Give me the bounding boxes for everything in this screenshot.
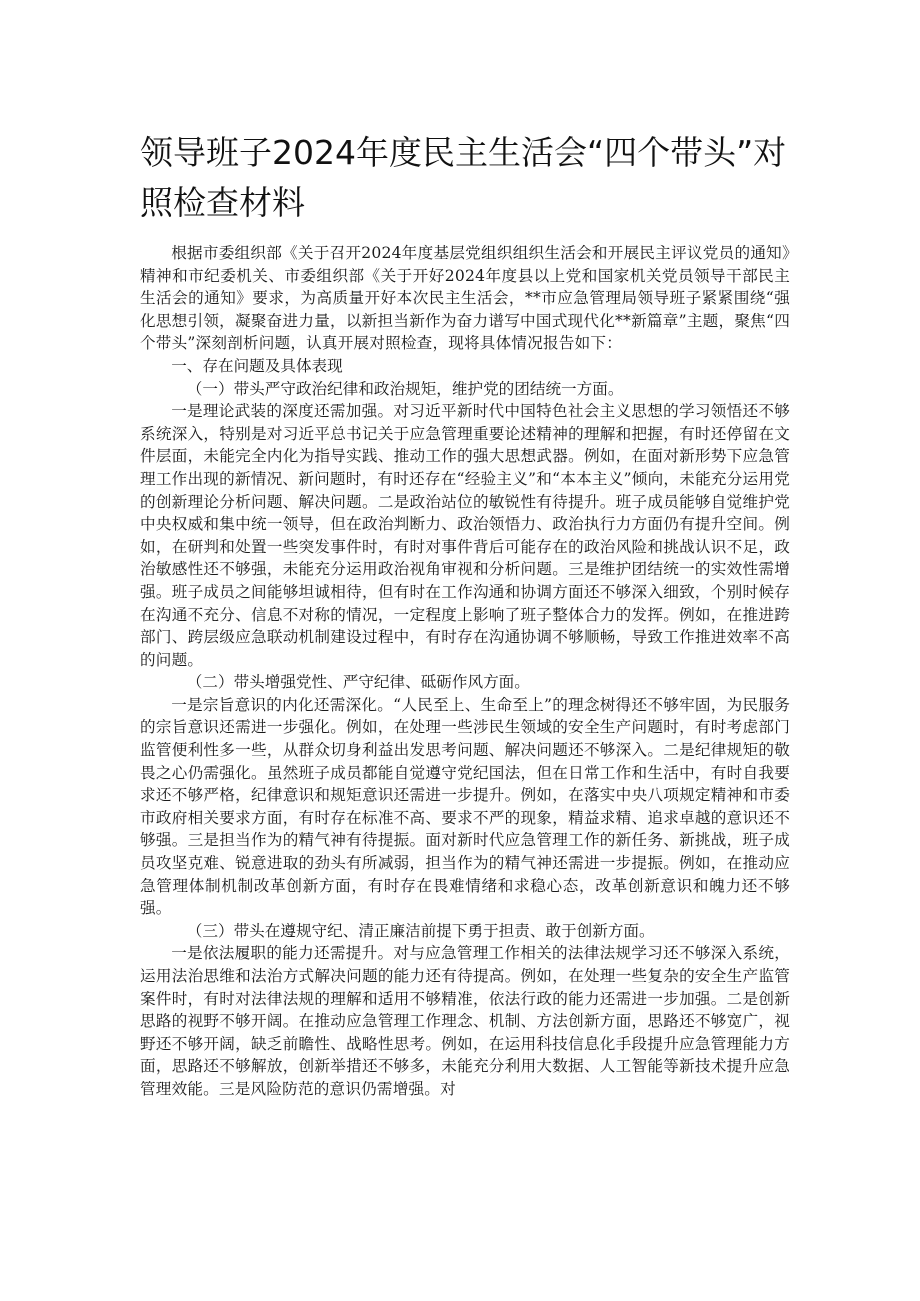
sub1-body: 一是理论武装的深度还需加强。对习近平新时代中国特色社会主义思想的学习领悟还不够系统深入，特别是对习近平总书记关于应急管理重要论述精神的理解和把握，有时还停留在文件层面，未能完全内化为指导实践、推动工作的强大思想武器。例如，在面对新形势下应急管理工作出现的新情况、新问题时，有时还存在“经验主义”和“本本主义”倾向，未能充分运用党的创新理论分析问题、解决问题。二是政治站位的敏锐性有待提升。班子成员能够自觉维护党中央权威和集中统一领导，但在政治判断力、政治领悟力、政治执行力方面仍有提升空间。例如，在研判和处置一些突发事件时，有时对事件背后可能存在的政治风险和挑战认识不足，政治敏感性还不够强，未能充分运用政治视角审视和分析问题。三是维护团结统一的实效性需增强。班子成员之间能够坦诚相待，但有时在工作沟通和协调方面还不够深入细致，个别时候存在沟通不充分、信息不对称的情况，一定程度上影响了班子整体合力的发挥。例如，在推进跨部门、跨层级应急联动机制建设过程中，有时存在沟通协调不够顺畅，导致工作推进效率不高的问题。	[140, 402, 790, 669]
document-title: 领导班子2024年度民主生活会“四个带头”对照检查材料	[140, 133, 787, 222]
sub3-heading: （三）带头在遵规守纪、清正廉洁前提下勇于担责、敢于创新方面。	[186, 921, 655, 940]
sub3-body: 一是依法履职的能力还需提升。对与应急管理工作相关的法律法规学习还不够深入系统，运用法治思维和法治方式解决问题的能力还有待提高。例如，在处理一些复杂的安全生产监管案件时，有时对法律法规的理解和适用不够精准，依法行政的能力还需进一步加强。二是创新思路的视野不够开阔。在推动应急管理工作理念、机制、方法创新方面，思路还不够宽广，视野还不够开阔，缺乏前瞻性、战略性思考。例如，在运用科技信息化手段提升应急管理能力方面，思路还不够解放，创新举措还不够多，未能充分利用大数据、人工智能等新技术提升应急管理效能。三是风险防范的意识仍需增强。对	[140, 944, 790, 1098]
sub1-heading: （一）带头严守政治纪律和政治规矩，维护党的团结统一方面。	[186, 379, 624, 398]
intro-paragraph: 根据市委组织部《关于召开2024年度基层党组织组织生活会和开展民主评议党员的通知》精神和市纪委机关、市委组织部《关于开好2024年度县以上党和国家机关党员领导干部民主生活会的通知》要求，为高质量开好本次民主生活会，**市应急管理局领导班子紧紧围绕“强化思想引领，凝聚奋进力量，以新担当新作为奋力谱写中国式现代化**新篇章”主题，聚焦“四个带头”深刻剖析问题，认真开展对照检查，现将具体情况报告如下：	[140, 244, 790, 353]
section1-heading: 一、存在问题及具体表现	[171, 356, 343, 375]
sub2-heading: （二）带头增强党性、严守纪律、砥砺作风方面。	[186, 673, 530, 692]
document-page	[140, 128, 790, 1101]
sub2-body: 一是宗旨意识的内化还需深化。“人民至上、生命至上”的理念树得还不够牢固，为民服务的宗旨意识还需进一步强化。例如，在处理一些涉民生领域的安全生产问题时，有时考虑部门监管便利性多一些，从群众切身利益出发思考问题、解决问题还不够深入。二是纪律规矩的敬畏之心仍需强化。虽然班子成员都能自觉遵守党纪国法，但在日常工作和生活中，有时自我要求还不够严格，纪律意识和规矩意识还需进一步提升。例如，在落实中央八项规定精神和市委市政府相关要求方面，有时存在标准不高、要求不严的现象，精益求精、追求卓越的意识还不够强。三是担当作为的精气神有待提振。面对新时代应急管理工作的新任务、新挑战，班子成员攻坚克难、锐意进取的劲头有所减弱，担当作为的精气神还需进一步提振。例如，在推动应急管理体制机制改革创新方面，有时存在畏难情绪和求稳心态，改革创新意识和魄力还不够强。	[140, 695, 790, 918]
